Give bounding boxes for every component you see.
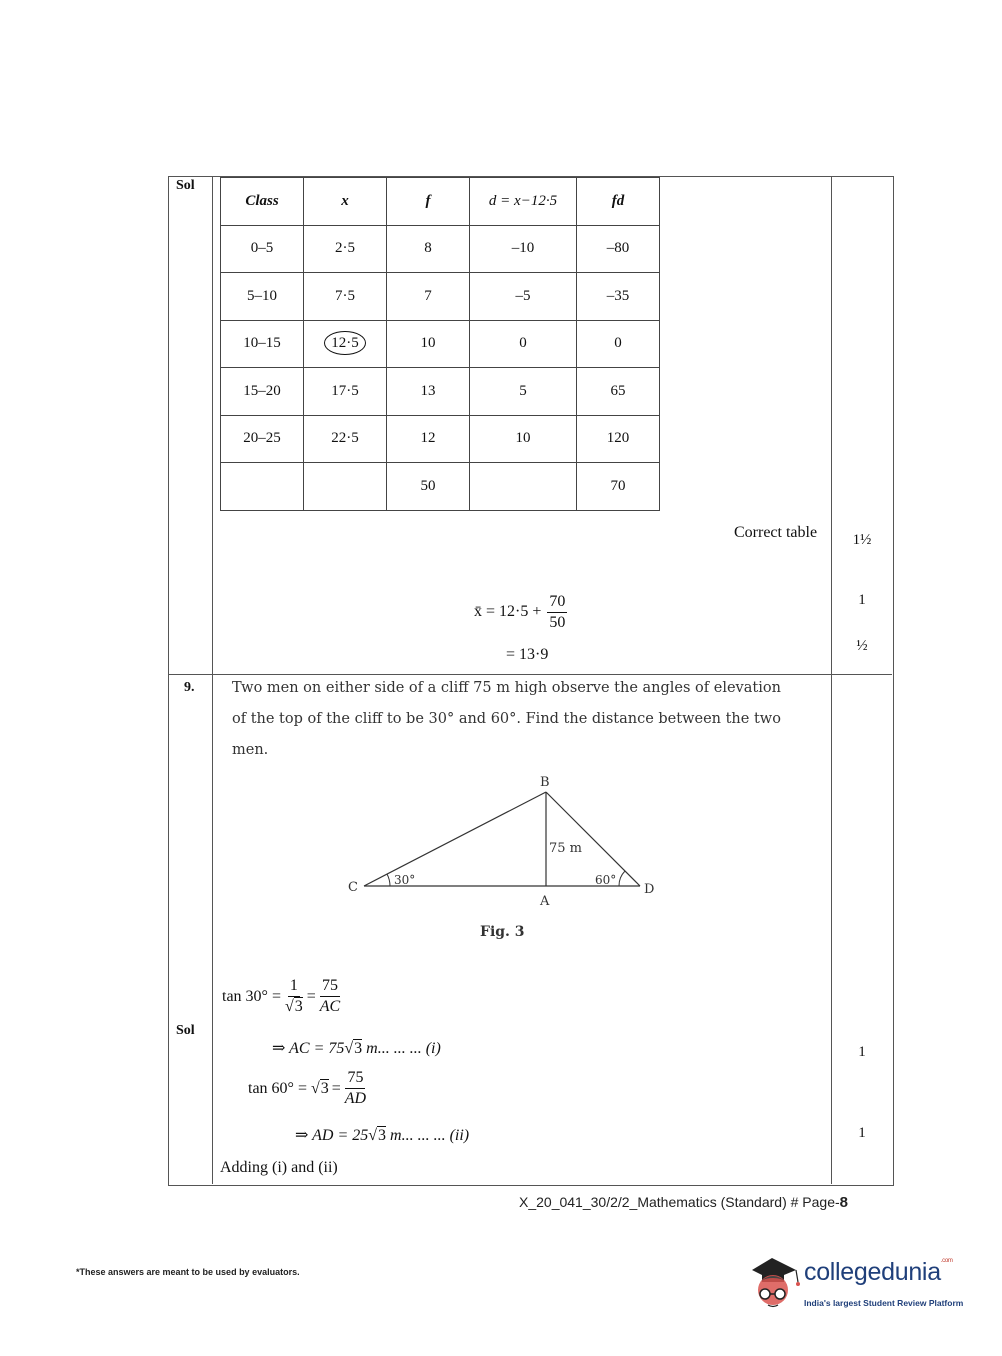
ac-radicand: 3 bbox=[354, 1040, 363, 1057]
cell: 15–20 bbox=[221, 368, 304, 416]
frequency-table bbox=[220, 177, 660, 511]
cell: –80 bbox=[577, 225, 660, 273]
assumed-mean-circle: 12·5 bbox=[324, 331, 366, 355]
angle-arc-d bbox=[619, 871, 625, 886]
mascot-icon bbox=[742, 1248, 804, 1314]
tan30-num2: 75 bbox=[320, 976, 340, 997]
tan30-den2: AC bbox=[319, 998, 341, 1015]
mean-lhs: x̄ = 12·5 + bbox=[474, 603, 542, 621]
tan60-radicand: 3 bbox=[320, 1080, 329, 1097]
header-d: d = x−12·5 bbox=[470, 178, 577, 226]
cell: –35 bbox=[577, 273, 660, 321]
angle-arc-c bbox=[387, 874, 390, 886]
tan60-den: AD bbox=[344, 1090, 367, 1107]
mark-ad: 1 bbox=[858, 1125, 866, 1141]
table-row bbox=[221, 368, 660, 416]
figure-caption: Fig. 3 bbox=[480, 924, 525, 940]
page-number: 8 bbox=[839, 1194, 848, 1211]
sol-label: Sol bbox=[176, 178, 195, 193]
tan30-frac1 bbox=[283, 976, 305, 1017]
mean-formula bbox=[474, 592, 569, 633]
cell: 5–10 bbox=[221, 273, 304, 321]
mark-table: 1½ bbox=[852, 532, 872, 548]
ad-pre: ⇒ AD = 25 bbox=[295, 1127, 369, 1144]
vertex-a: A bbox=[540, 894, 550, 909]
tan60-frac bbox=[343, 1068, 368, 1109]
brand-text: collegedunia bbox=[804, 1258, 941, 1286]
tan30-den1: √3 bbox=[284, 998, 303, 1015]
header-class: Class bbox=[221, 178, 304, 226]
sqrt-sign: √ bbox=[344, 1040, 354, 1057]
brand-tagline: India's largest Student Review Platform bbox=[804, 1298, 964, 1308]
table-row bbox=[221, 273, 660, 321]
tan30-radicand: 3 bbox=[294, 998, 303, 1015]
cell bbox=[221, 463, 304, 511]
tan30-frac2 bbox=[318, 976, 342, 1017]
line-cb bbox=[364, 792, 546, 886]
header-fd: fd bbox=[577, 178, 660, 226]
vertex-c: C bbox=[348, 880, 358, 895]
mark-mean: 1 bbox=[858, 592, 866, 608]
height-label: 75 m bbox=[549, 841, 583, 856]
ac-post: m... ... ... (i) bbox=[362, 1040, 441, 1057]
cell: 0 bbox=[470, 320, 577, 368]
cell: 10 bbox=[470, 415, 577, 463]
cell: 13 bbox=[387, 368, 470, 416]
vertex-b: B bbox=[540, 775, 550, 790]
mean-denominator: 50 bbox=[549, 614, 566, 631]
cell: 50 bbox=[387, 463, 470, 511]
marks-column-divider bbox=[831, 176, 832, 1184]
question-line-2: of the top of the cliff to be 30° and 60°. Find the distance between the two bbox=[232, 711, 781, 727]
header-f: f bbox=[387, 178, 470, 226]
cell: 5 bbox=[470, 368, 577, 416]
cell: 12 bbox=[387, 415, 470, 463]
cell: 10–15 bbox=[221, 320, 304, 368]
page-ref-text: X_20_041_30/2/2_Mathematics (Standard) # Page- bbox=[519, 1194, 840, 1210]
tan60-num: 75 bbox=[345, 1068, 365, 1089]
cell: 7 bbox=[387, 273, 470, 321]
adding-note: Adding (i) and (ii) bbox=[220, 1159, 338, 1176]
label-column-divider bbox=[212, 176, 213, 1184]
tan60-equation bbox=[248, 1068, 370, 1109]
ac-result bbox=[272, 1038, 441, 1058]
table-row bbox=[221, 415, 660, 463]
angle-c-label: 30° bbox=[394, 873, 416, 887]
evaluator-note: *These answers are meant to be used by evaluators. bbox=[76, 1267, 300, 1277]
mean-fraction bbox=[547, 592, 567, 633]
cell: 17·5 bbox=[304, 368, 387, 416]
cell: 65 bbox=[577, 368, 660, 416]
ad-post: m... ... ... (ii) bbox=[386, 1127, 470, 1144]
vertex-d: D bbox=[644, 882, 655, 897]
cell: 120 bbox=[577, 415, 660, 463]
tan30-num1: 1 bbox=[288, 976, 300, 997]
question-line-1: Two men on either side of a cliff 75 m high observe the angles of elevation bbox=[232, 680, 781, 696]
mean-result: = 13·9 bbox=[506, 646, 549, 663]
table-row bbox=[221, 320, 660, 368]
ad-result bbox=[295, 1125, 469, 1145]
cell: 8 bbox=[387, 225, 470, 273]
cell: –10 bbox=[470, 225, 577, 273]
mean-numerator: 70 bbox=[547, 592, 567, 613]
cell: 0–5 bbox=[221, 225, 304, 273]
cell bbox=[304, 320, 387, 368]
ad-radicand: 3 bbox=[378, 1127, 387, 1144]
ac-pre: ⇒ AC = 75 bbox=[272, 1040, 345, 1057]
mark-ac: 1 bbox=[858, 1044, 866, 1060]
question-number: 9. bbox=[184, 680, 195, 695]
table-header-row bbox=[221, 178, 660, 226]
sqrt-sign: √ bbox=[368, 1127, 378, 1144]
tan30-equation bbox=[222, 976, 344, 1017]
question-text bbox=[232, 673, 827, 766]
line-bd bbox=[546, 792, 640, 886]
equals-sign: = bbox=[306, 987, 316, 1005]
equals-sign: = bbox=[331, 1079, 341, 1097]
cell: 7·5 bbox=[304, 273, 387, 321]
tan60-label: tan 60° = bbox=[248, 1079, 307, 1097]
correct-table-note: Correct table bbox=[734, 524, 818, 541]
tan30-label: tan 30° = bbox=[222, 987, 281, 1005]
brand-suffix: .com bbox=[940, 1258, 953, 1264]
sol-label-2: Sol bbox=[176, 1023, 195, 1038]
cell: 70 bbox=[577, 463, 660, 511]
header-x: x bbox=[304, 178, 387, 226]
cliff-figure bbox=[340, 768, 670, 948]
cell: 0 bbox=[577, 320, 660, 368]
cell: 2·5 bbox=[304, 225, 387, 273]
mark-result: ½ bbox=[856, 638, 868, 654]
cell bbox=[304, 463, 387, 511]
cell: –5 bbox=[470, 273, 577, 321]
collegedunia-logo bbox=[740, 1248, 972, 1320]
brand-name bbox=[804, 1258, 953, 1287]
table-row bbox=[221, 225, 660, 273]
cell: 22·5 bbox=[304, 415, 387, 463]
question-line-3: men. bbox=[232, 742, 269, 758]
page-reference bbox=[519, 1194, 848, 1211]
sqrt-sign: √ bbox=[310, 1079, 320, 1097]
angle-d-label: 60° bbox=[595, 873, 617, 887]
table-total-row bbox=[221, 463, 660, 511]
cell: 10 bbox=[387, 320, 470, 368]
cell bbox=[470, 463, 577, 511]
cell: 20–25 bbox=[221, 415, 304, 463]
